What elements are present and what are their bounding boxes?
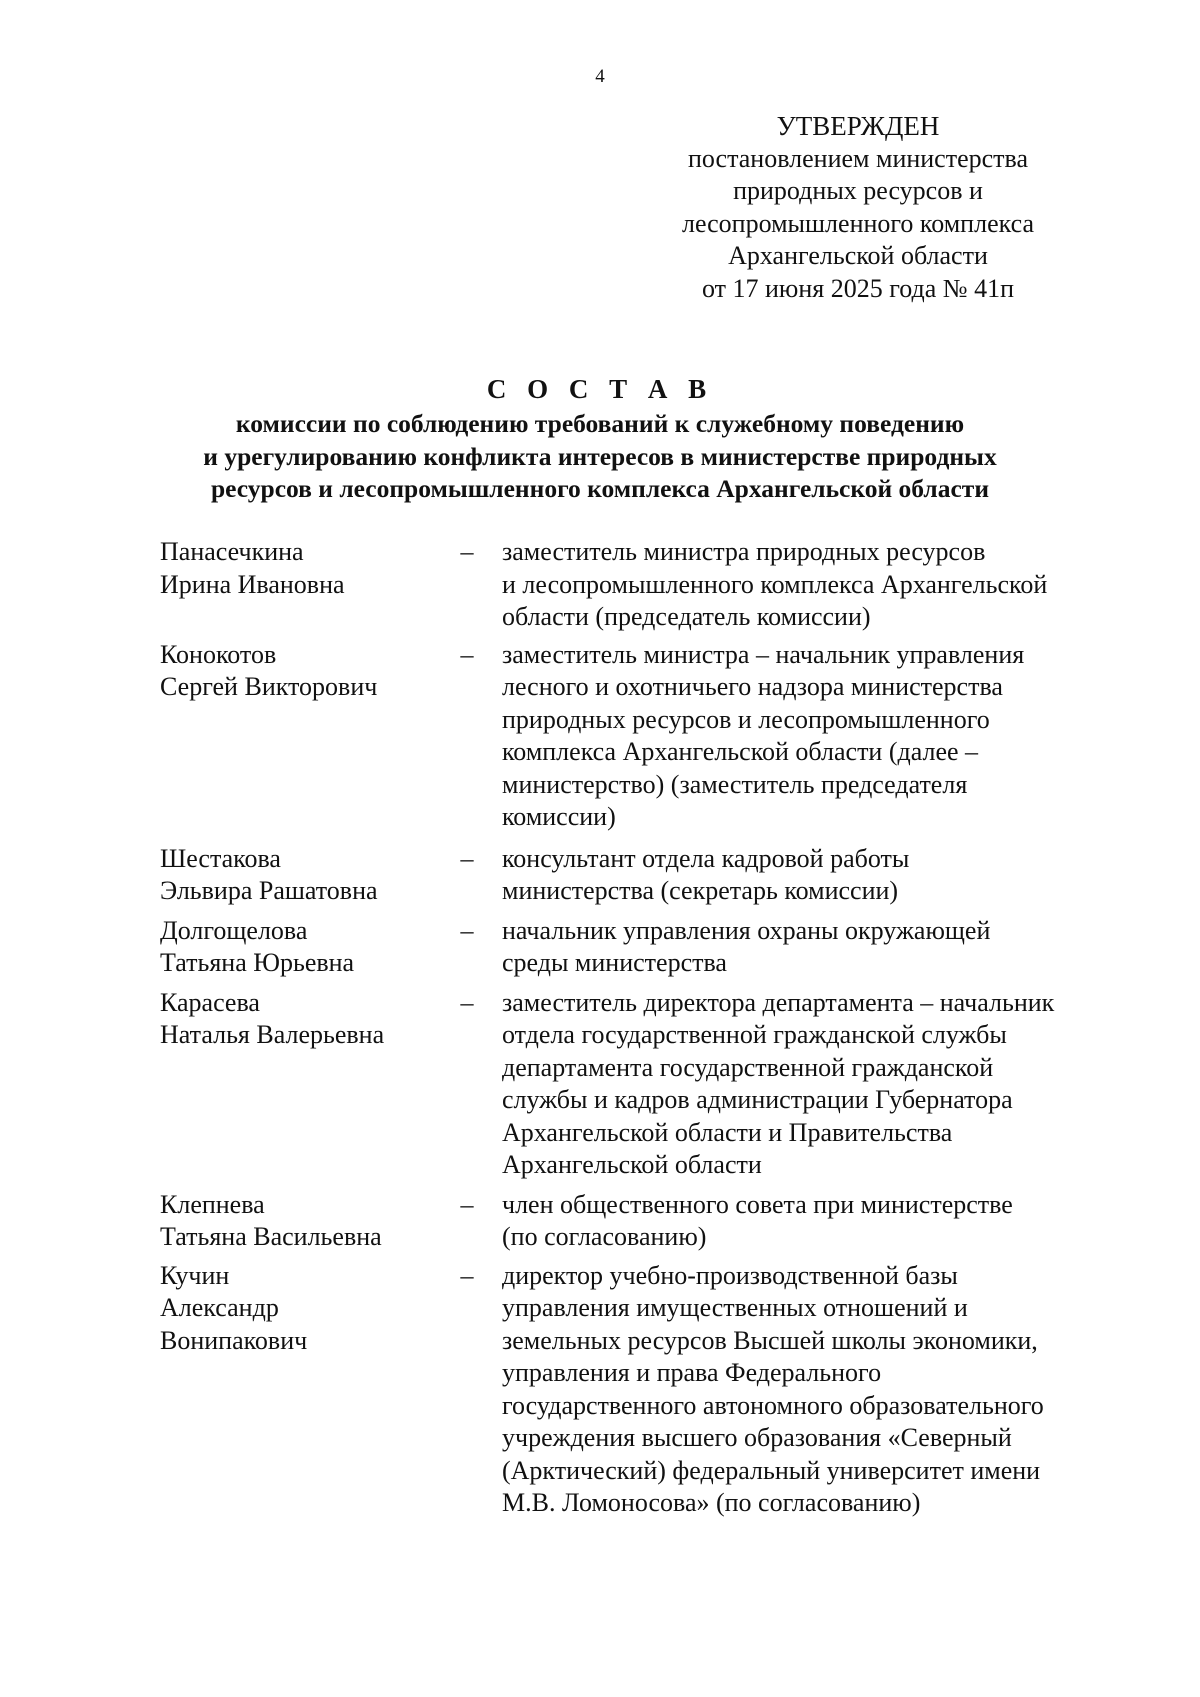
member-dash: – xyxy=(460,843,474,873)
document-title: С О С Т А В xyxy=(486,374,714,404)
member-role-line: (Арктический) федеральный университет имени xyxy=(502,1455,1041,1485)
member-name-line: Клепнева xyxy=(160,1189,265,1219)
member-role xyxy=(502,536,1117,634)
member-name-line: Татьяна Васильевна xyxy=(160,1222,382,1251)
member-role-line: комплекса Архангельской области (далее – xyxy=(502,737,979,766)
document-heading xyxy=(100,372,1100,506)
page-number: 4 xyxy=(595,66,605,87)
document-subtitle-line: ресурсов и лесопромышленного комплекса Архангельской области xyxy=(210,474,990,503)
member-role-line: управления имущественных отношений и xyxy=(502,1293,968,1322)
member-dash: – xyxy=(460,915,474,945)
member-name-line: Сергей Викторович xyxy=(160,672,378,701)
member-role-line: департамента государственной гражданской xyxy=(502,1052,994,1082)
member-name-line: Ирина Ивановна xyxy=(160,569,345,599)
member-name-line: Татьяна Юрьевна xyxy=(160,948,355,977)
approval-line: постановлением министерства xyxy=(687,143,1029,173)
member-role-line: земельных ресурсов Высшей школы экономики, xyxy=(502,1325,1038,1355)
member-role-line: директор учебно-производственной базы xyxy=(502,1260,958,1290)
member-role xyxy=(502,1189,1117,1254)
member-role-line: заместитель министра – начальник управления xyxy=(502,639,1025,669)
member-role-line: министерство) (заместитель председателя xyxy=(502,769,968,799)
member-name xyxy=(160,843,430,908)
approval-stamp-block xyxy=(608,110,1108,305)
approval-title: УТВЕРЖДЕН xyxy=(776,111,940,141)
member-name-line: Конокотов xyxy=(160,639,277,669)
member-role-line: консультант отдела кадровой работы xyxy=(502,843,910,873)
member-row xyxy=(160,1260,1120,1520)
member-name-line: Наталья Валерьевна xyxy=(160,1020,385,1049)
member-role-line: лесного и охотничьего надзора министерства xyxy=(502,672,1003,701)
approval-line: от 17 июня 2025 года № 41п xyxy=(702,273,1014,303)
member-role-line: Архангельской области xyxy=(502,1150,762,1179)
member-name-line: Эльвира Рашатовна xyxy=(160,876,378,905)
member-role xyxy=(502,1260,1117,1520)
member-row xyxy=(160,639,1120,834)
member-row xyxy=(160,843,1120,908)
member-role-line: М.В. Ломоносова» (по согласованию) xyxy=(502,1488,921,1517)
document-subtitle-line: комиссии по соблюдению требований к служебному поведению xyxy=(235,409,965,438)
document-subtitle-line: и урегулированию конфликта интересов в министерстве природных xyxy=(203,441,997,471)
member-role-line: отдела государственной гражданской службы xyxy=(502,1020,1007,1049)
approval-line: природных ресурсов и xyxy=(733,176,983,205)
member-role-line: (по согласованию) xyxy=(502,1222,707,1251)
member-role-line: службы и кадров администрации Губернатора xyxy=(502,1085,1013,1114)
member-dash: – xyxy=(460,987,474,1017)
member-dash: – xyxy=(460,1260,474,1290)
member-row xyxy=(160,987,1120,1182)
member-name xyxy=(160,536,430,601)
member-role xyxy=(502,915,1117,980)
member-role-line: член общественного совета при министерстве xyxy=(502,1189,1013,1219)
member-dash: – xyxy=(460,639,474,669)
member-row xyxy=(160,1189,1120,1254)
member-name-line: Александр xyxy=(160,1293,279,1322)
member-role-line: управления и права Федерального xyxy=(502,1358,882,1387)
member-role-line: государственного автономного образовательного xyxy=(502,1390,1044,1420)
member-role xyxy=(502,987,1117,1182)
member-row xyxy=(160,536,1120,634)
member-role-line: природных ресурсов и лесопромышленного xyxy=(502,704,990,734)
member-role-line: среды министерства xyxy=(502,948,727,977)
member-name xyxy=(160,915,430,980)
member-name xyxy=(160,639,430,704)
member-name-line: Шестакова xyxy=(160,843,281,873)
member-name-line: Вонипакович xyxy=(160,1325,308,1355)
member-name-line: Кучин xyxy=(160,1260,230,1290)
member-role-line: Архангельской области и Правительства xyxy=(502,1117,953,1147)
member-role xyxy=(502,843,1117,908)
member-name-line: Панасечкина xyxy=(160,537,304,566)
member-dash: – xyxy=(460,1189,474,1219)
member-row xyxy=(160,915,1120,980)
member-role-line: заместитель директора департамента – начальник xyxy=(502,987,1055,1017)
member-role-line: области (председатель комиссии) xyxy=(502,602,871,631)
member-role-line: учреждения высшего образования «Северный xyxy=(502,1423,1012,1452)
member-role xyxy=(502,639,1117,834)
member-role-line: заместитель министра природных ресурсов xyxy=(502,537,986,566)
member-name xyxy=(160,1260,430,1358)
member-role-line: и лесопромышленного комплекса Архангельской xyxy=(502,569,1048,599)
member-name-line: Карасева xyxy=(160,987,260,1017)
approval-line: Архангельской области xyxy=(728,241,988,270)
member-name xyxy=(160,987,430,1052)
member-role-line: начальник управления охраны окружающей xyxy=(502,915,991,945)
member-name-line: Долгощелова xyxy=(160,915,308,945)
member-name xyxy=(160,1189,430,1254)
members-list xyxy=(160,536,1120,1520)
member-role-line: министерства (секретарь комиссии) xyxy=(502,876,899,905)
member-role-line: комиссии) xyxy=(502,802,616,831)
approval-line: лесопромышленного комплекса xyxy=(681,208,1034,238)
member-dash: – xyxy=(460,537,474,566)
